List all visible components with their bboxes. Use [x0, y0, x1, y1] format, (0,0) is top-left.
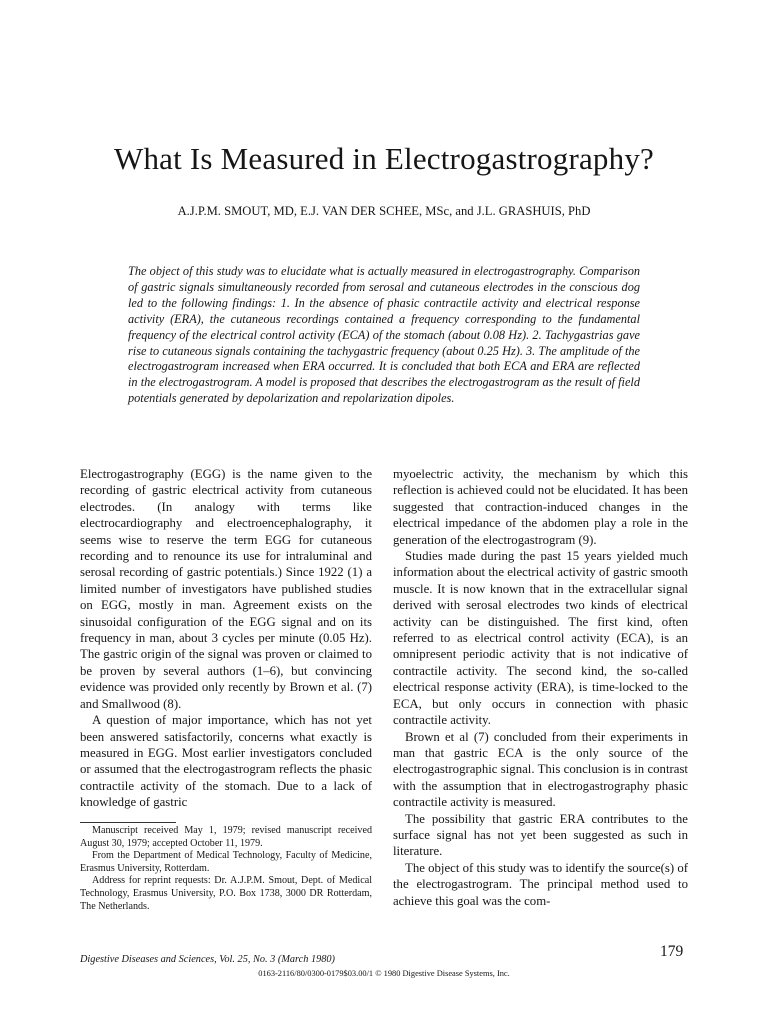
- footnotes: [80, 825, 372, 913]
- body-column-right: [393, 466, 688, 909]
- body-paragraph: myoelectric activity, the mechanism by which this reflection is achieved could not be elucidated. It has been suggested that contraction-induced changes in the electrical impedance of the abdomen play a role in the generation of the electrogastrogram (9).: [393, 467, 688, 547]
- article-title: What Is Measured in Electrogastrography?: [114, 141, 654, 176]
- author-line: A.J.P.M. SMOUT, MD, E.J. VAN DER SCHEE, MSc, and J.L. GRASHUIS, PhD: [177, 204, 591, 218]
- footnote: Manuscript received May 1, 1979; revised manuscript received August 30, 1979; accepted October 11, 1979.: [80, 825, 372, 849]
- body-paragraph: Studies made during the past 15 years yielded much information about the electrical activity of gastric smooth muscle. It is now known that in the extracellular signal derived with serosal electrodes two kinds of electrical activity can be distinguished. The first kind, often referred to as electrical control activity (ECA), is an omnipresent periodic activity that is not indicative of contractile activity. The second kind, the so-called electrical response activity (ERA), is time-locked to the ECA, but only occurs in connection with phasic contractile activity.: [393, 549, 688, 728]
- body-paragraph: The possibility that gastric ERA contributes to the surface signal has not yet been suggested as such in literature.: [393, 811, 688, 859]
- page-number: 179: [660, 943, 684, 960]
- footnote: From the Department of Medical Technology, Faculty of Medicine, Erasmus University, Rotterdam.: [80, 850, 372, 874]
- body-paragraph: Electrogastrography (EGG) is the name given to the recording of gastric electrical activity from cutaneous electrodes. (In analogy with terms like electrocardiography and electroencephalography, it seems wise to reserve the term EGG for cutaneous recording and to renounce its use for intraluminal and serosal recording of gastric potentials.) Since 1922 (1) a limited number of investigators have published studies on EGG, mostly in man. Agreement exists on the sinusoidal configuration of the EGG signal and on its frequency in man, about 3 cycles per minute (0.05 Hz). The gastric origin of the signal was proven or claimed to be proven by several authors (1–6), but convincing evidence was provided only recently by Brown et al. (7) and Smallwood (8).: [80, 467, 372, 711]
- body-paragraph: A question of major importance, which has not yet been answered satisfactorily, concerns what exactly is measured in EGG. Most earlier investigators concluded or assumed that the electrogastrogram reflects the phasic contractile activity of the stomach. Due to a lack of knowledge of gastric: [80, 713, 372, 810]
- body-paragraph: The object of this study was to identify the source(s) of the electrogastrogram. The principal method used to achieve this goal was the com-: [393, 860, 688, 908]
- footnote: Address for reprint requests: Dr. A.J.P.M. Smout, Dept. of Medical Technology, Erasmus University, P.O. Box 1738, 3000 DR Rotterdam, The Netherlands.: [80, 875, 372, 912]
- body-paragraph: Brown et al (7) concluded from their experiments in man that gastric ECA is the only source of the electrogastrographic signal. This conclusion is in contrast with the assumption that in electrogastrography phasic contractile activity is measured.: [393, 729, 688, 810]
- journal-citation: Digestive Diseases and Sciences, Vol. 25, No. 3 (March 1980): [80, 954, 335, 965]
- footnote-divider: [80, 822, 176, 823]
- abstract: The object of this study was to elucidate what is actually measured in electrogastrography. Comparison of gastric signals simultaneously recorded from serosal and cutaneous electrodes in the conscious dog led to the following findings: 1. In the absence of phasic contractile activity and electrical response activity (ERA), the cutaneous recordings contained a frequency corresponding to the fundamental frequency of the electrical control activity (ECA) of the stomach (about 0.08 Hz). 2. Tachygastrias gave rise to cutaneous signals containing the tachygastric frequency (about 0.25 Hz). 3. The amplitude of the electrogastrogram increased when ERA occurred. It is concluded that both ECA and ERA are reflected in the electrogastrogram. A model is proposed that describes the electrogastrogram as the result of field potentials generated by depolarization and repolarization dipoles.: [128, 264, 640, 406]
- body-column-left: [80, 466, 372, 811]
- copyright-line: 0163-2116/80/0300-0179$03.00/1 © 1980 Digestive Disease Systems, Inc.: [258, 969, 510, 978]
